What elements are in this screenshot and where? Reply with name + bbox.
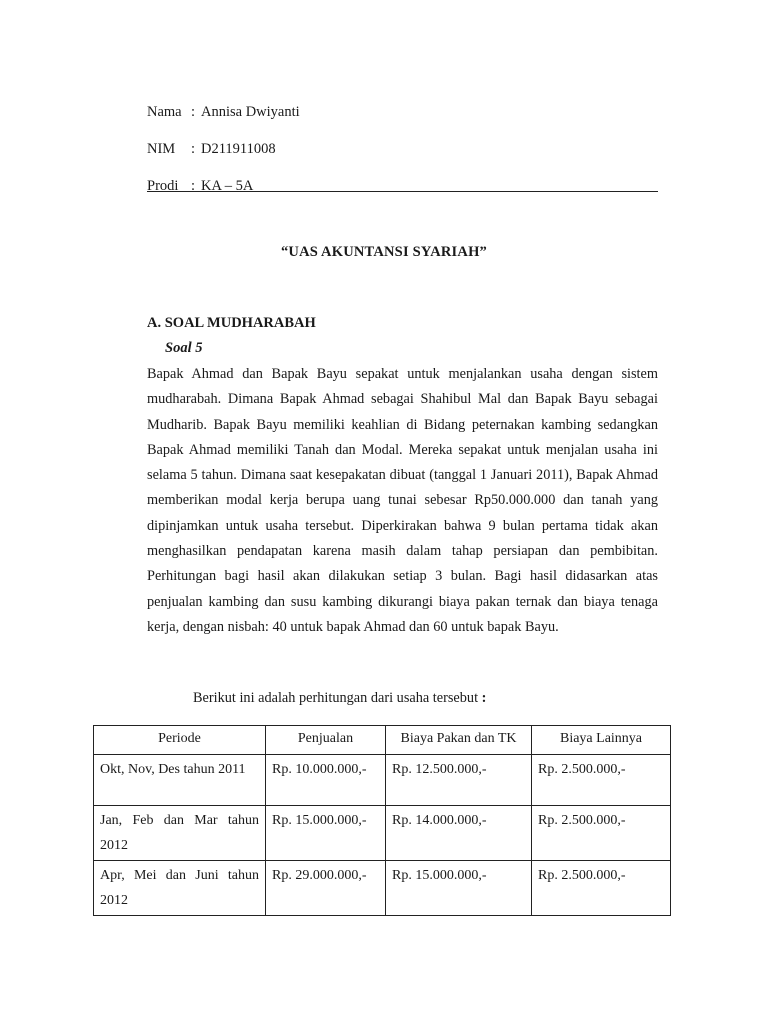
cell-periode: Okt, Nov, Des tahun 2011 (94, 755, 266, 806)
name-row (147, 101, 658, 138)
column-header-biaya-lainnya: Biaya Lainnya (532, 726, 671, 755)
table-row (94, 806, 671, 861)
section-heading: A. SOAL MUDHARABAH (147, 315, 316, 331)
table-row (94, 861, 671, 916)
cell-biaya-pakan: Rp. 14.000.000,- (386, 806, 532, 861)
question-paragraph: Bapak Ahmad dan Bapak Bayu sepakat untuk menjalankan usaha dengan sistem mudharabah. Dimana Bapak Ahmad sebagai Shahibul Mal dan Bapak Bayu sebagai Mudharib. Bapak Bayu memiliki keahlian di Bidang peternakan kambing sedangkan Bapak Ahmad memiliki Tanah dan Modal. Mereka sepakat untuk menjalan usaha ini selama 5 tahun. Dimana saat kesepakatan dibuat (tanggal 1 Januari 2011), Bapak Ahmad memberikan modal kerja berupa uang tunai sebesar Rp50.000.000 dan tanah yang dipinjamkan untuk usaha tersebut. Diperkirakan bahwa 9 bulan pertama tidak akan menghasilkan pendapatan karena masih dalam tahap persiapan dan pembibitan. Perhitungan bagi hasil akan dilakukan setiap 3 bulan. Bagi hasil didasarkan atas penjualan kambing dan susu kambing dikurangi biaya pakan ternak dan biaya tenaga kerja, dengan nisbah: 40 untuk bapak Ahmad dan 60 untuk bapak Bayu. (147, 366, 658, 635)
name-value: Annisa Dwiyanti (201, 104, 300, 120)
table-header-row (94, 726, 671, 755)
nim-label: NIM (147, 141, 176, 157)
cell-biaya-lainnya: Rp. 2.500.000,- (532, 861, 671, 916)
cell-penjualan: Rp. 15.000.000,- (266, 806, 386, 861)
prodi-value: KA – 5A (201, 178, 254, 194)
column-header-biaya-pakan: Biaya Pakan dan TK (386, 726, 532, 755)
prodi-separator: : (191, 178, 196, 194)
document-title: “UAS AKUNTANSI SYARIAH” (280, 244, 488, 260)
table-row (94, 755, 671, 806)
header-divider (147, 191, 658, 192)
table-intro (193, 690, 486, 707)
nim-separator: : (191, 141, 196, 157)
student-info-header (147, 101, 658, 212)
cell-biaya-pakan: Rp. 15.000.000,- (386, 861, 532, 916)
cell-periode: Apr, Mei dan Juni tahun 2012 (94, 861, 266, 916)
cell-biaya-lainnya: Rp. 2.500.000,- (532, 806, 671, 861)
column-header-periode: Periode (94, 726, 266, 755)
nim-value: D211911008 (201, 141, 276, 157)
cell-penjualan: Rp. 29.000.000,- (266, 861, 386, 916)
question-subheading: Soal 5 (165, 340, 203, 356)
table-intro-colon: : (481, 690, 487, 706)
name-label: Nama (147, 104, 182, 120)
cell-periode: Jan, Feb dan Mar tahun 2012 (94, 806, 266, 861)
cell-biaya-pakan: Rp. 12.500.000,- (386, 755, 532, 806)
cell-biaya-lainnya: Rp. 2.500.000,- (532, 755, 671, 806)
prodi-row (147, 175, 658, 212)
prodi-label: Prodi (147, 178, 179, 194)
column-header-penjualan: Penjualan (266, 726, 386, 755)
name-separator: : (191, 104, 196, 120)
cell-penjualan: Rp. 10.000.000,- (266, 755, 386, 806)
calculation-table (93, 725, 671, 916)
nim-row (147, 138, 658, 175)
table-intro-text: Berikut ini adalah perhitungan dari usaha tersebut (193, 690, 479, 706)
